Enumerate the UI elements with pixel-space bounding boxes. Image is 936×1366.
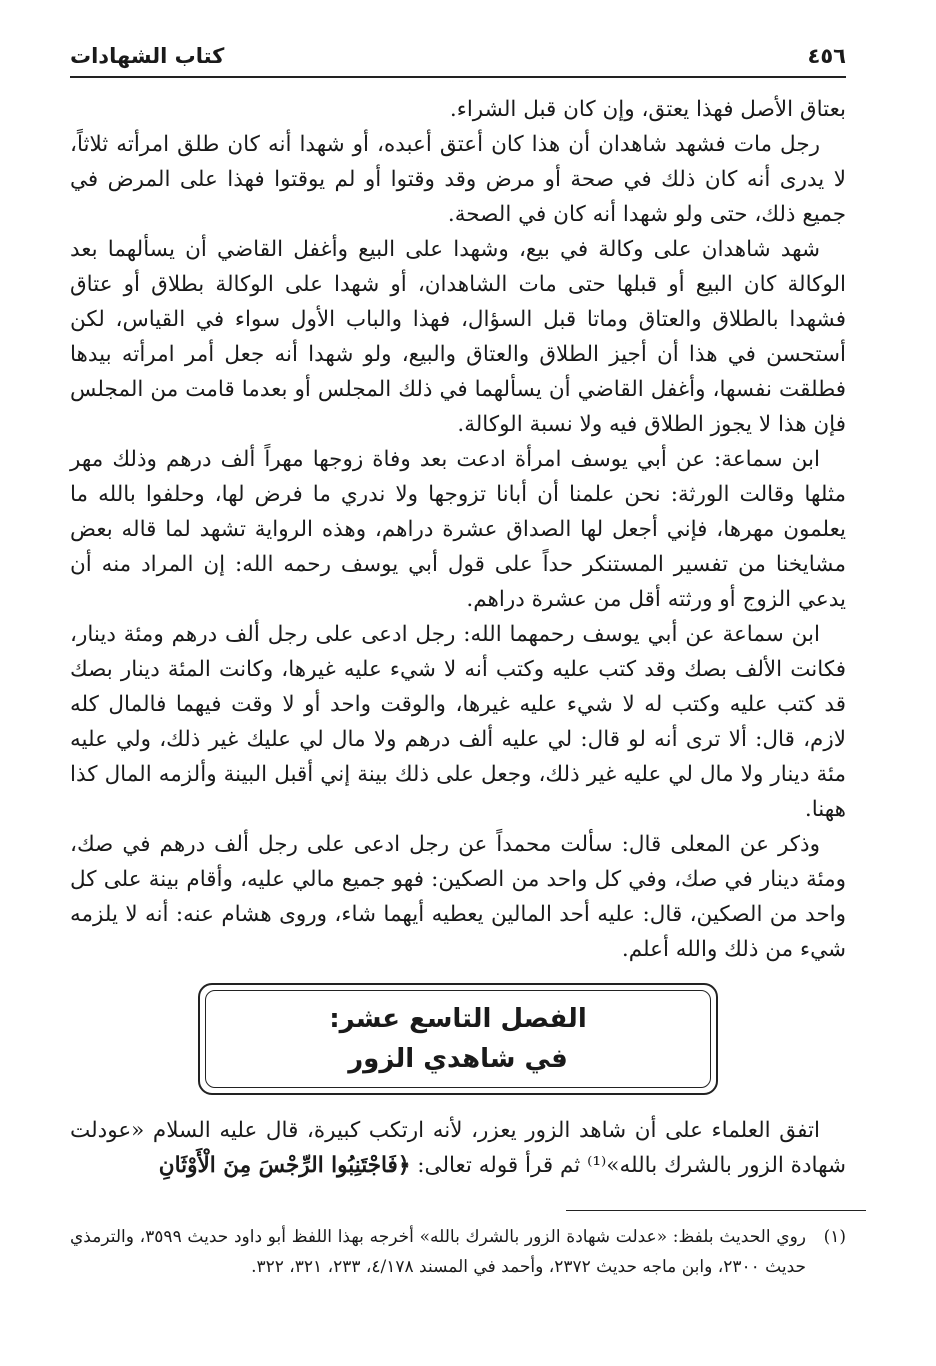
footnote-divider xyxy=(566,1210,866,1211)
chapter-heading xyxy=(205,990,711,1088)
footnote-mark: (١) xyxy=(823,1227,846,1247)
page-number: ٤٥٦ xyxy=(807,44,846,68)
paragraph-4: ابن سماعة: عن أبي يوسف امرأة ادعت بعد وفاة زوجها مهراً ألف درهم وذلك مهر مثلها وقالت الورثة: نحن علمنا أن أبانا تزوجها ولا ندري ما فرض لها، وحلفوا بالله ما يعلمون مهرها، فإني أجعل لها الصداق عشرة دراهم، وهذه الرواية تشهد لما قاله بعض مشايخنا من تفسير المستنكر حداً على قول أبي يوسف رحمه الله: إن المراد منه أن يدعي الزوج أو ورثته أقل من عشرة دراهم. xyxy=(70,447,846,612)
chapter-heading-frame xyxy=(198,983,718,1095)
quran-verse: ﴿فَاجْتَنِبُوا الرِّجْسَ مِنَ الْأَوْثَانِ xyxy=(158,1153,411,1178)
footnote-1 xyxy=(70,1222,846,1282)
paragraph-5: ابن سماعة عن أبي يوسف رحمهما الله: رجل ادعى على رجل ألف درهم ومئة دينار، فكانت الألف بصك وقد كتب عليه وكتب أنه لا شيء عليه غيرها، وكانت المئة دينار بصك قد كتب عليه وكتب له لا شيء عليه غيرها، والوقت واحد أو لا وقت فيهما فالمال كله لازم، قال: ألا ترى أنه لو قال: لي عليه ألف درهم ولا مال لي عليك غير ذلك، ولي عليه مئة دينار ولا مال لي عليه غير ذلك، وجعل على ذلك بينة إني أقبل البينة وألزمه المال كذا ههنا. xyxy=(70,622,846,822)
chapter-number: الفصل التاسع عشر: xyxy=(329,1004,587,1034)
paragraph-7 xyxy=(70,1113,846,1183)
paragraph-7-text: اتفق العلماء على أن شاهد الزور يعزر، لأنه ارتكب كبيرة، قال عليه السلام «عودلت شهادة الزور بالشرك بالله»⁽¹⁾ ثم قرأ قوله تعالى: xyxy=(70,1118,846,1178)
paragraph-3: شهد شاهدان على وكالة في بيع، وشهدا على البيع وأغفل القاضي أن يسألهما بعد الوكالة كان البيع أو قبلها حتى مات الشاهدان، أو شهدا على الوكالة بطلاق أو عتاق فشهدا بالطلاق والعتاق وماتا قبل السؤال، فهذا والباب الأول سواء في القياس، لكن أستحسن في هذا أن أجيز الطلاق والعتاق والبيع، ولو شهدا أنه جعل أمر امرأته بيدها فطلقت نفسها، وأغفل القاضي أن يسألهما في ذلك المجلس أو بعدما قامت من المجلس فإن هذا لا يجوز الطلاق فيه ولا نسبة الوكالة. xyxy=(70,237,846,437)
paragraph-2: رجل مات فشهد شاهدان أن هذا كان أعتق أعبده، أو شهدا أنه كان طلق امرأته ثلاثاً، لا يدرى أنه كان ذلك في صحة أو مرض وقد وقتوا أو لم يوقتوا فهذا على المرض في جميع ذلك، حتى ولو شهدا أنه كان في الصحة. xyxy=(70,132,846,227)
paragraph-6: وذكر عن المعلى قال: سألت محمداً عن رجل ادعى على رجل ألف درهم في صك، ومئة دينار في صك، وفي كل واحد من الصكين: فهو جميع مالي عليه، وأقام بينة على كل واحد من الصكين، قال: عليه أحد المالين يعطيه أيهما شاء، وروى هشام عنه: أنه لا يلزمه شيء من ذلك والله أعلم. xyxy=(70,832,846,962)
paragraph-1: بعتاق الأصل فهذا يعتق، وإن كان قبل الشراء. xyxy=(449,97,846,122)
footnote-text: روي الحديث بلفظ: «عدلت شهادة الزور بالشرك بالله» أخرجه بهذا اللفظ أبو داود حديث ٣٥٩٩، والترمذي حديث ٢٣٠٠، وابن ماجه حديث ٢٣٧٢، وأحمد في المسند ٤/١٧٨، ٢٣٣، ٣٢١، ٣٢٢. xyxy=(70,1227,807,1277)
body-text xyxy=(70,92,846,1183)
page xyxy=(70,40,846,1183)
footnotes xyxy=(70,1222,846,1282)
running-head xyxy=(70,40,846,78)
book-title: كتاب الشهادات xyxy=(70,44,225,68)
chapter-title: في شاهدي الزور xyxy=(348,1044,568,1074)
